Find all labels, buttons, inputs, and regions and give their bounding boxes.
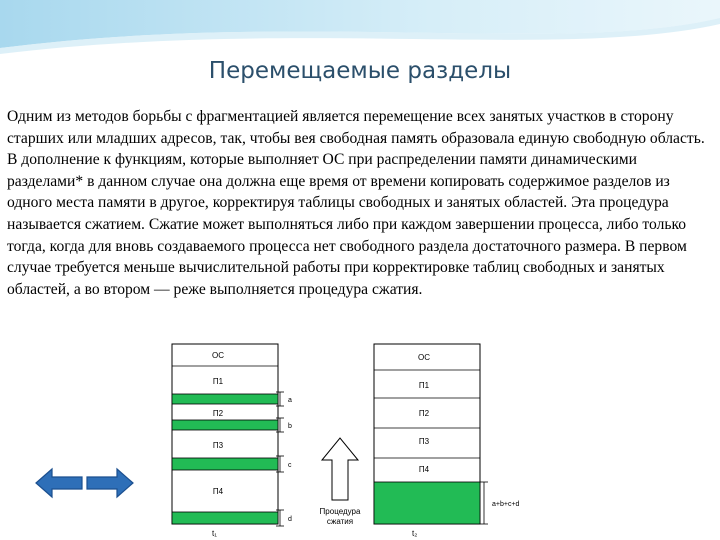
left-block-os: ОС xyxy=(212,351,224,360)
right-block-p4: П4 xyxy=(418,465,430,474)
free-label-a: a xyxy=(288,397,292,404)
left-block-p3: П3 xyxy=(212,441,224,450)
right-block-p3: П3 xyxy=(418,437,430,446)
arrow-left-icon[interactable] xyxy=(34,466,84,500)
free-label-b: b xyxy=(288,423,292,430)
right-time-label: t₂ xyxy=(412,529,418,538)
compaction-arrow xyxy=(320,438,361,526)
free-block-c xyxy=(172,458,278,470)
left-block-p1: П1 xyxy=(212,377,224,386)
right-block-os: ОС xyxy=(418,353,430,362)
arrow-right-icon[interactable] xyxy=(85,466,135,500)
combined-free-label: a+b+c+d xyxy=(492,501,520,508)
free-label-c: c xyxy=(288,462,292,469)
free-block-a xyxy=(172,394,278,404)
left-block-p2: П2 xyxy=(212,409,224,418)
slide-body-text: Одним из методов борьбы с фрагментацией является перемещение всех занятых участков в сторону старших или младших адресов, так, чтобы вея свободная память образовала единую свободную область. В дополнение к функциям, которые выполняет ОС при распределении памяти динамическими разделами* в данном случае она должна еще время от времени копировать содержимое разделов из одного места памяти в другое, корректируя таблицы свободных и занятых областей. Эта процедура называется сжатием. Сжатие может выполняться либо при каждом завершении процесса, либо только тогда, когда для вновь создаваемого процесса нет свободного раздела достаточного размера. В первом случае требуется меньше вычислительной работы при корректировке таблиц свободных и занятых областей, а во втором — реже выполняется процедура сжатия. xyxy=(7,108,705,298)
compaction-label-line2: сжатия xyxy=(326,517,354,526)
right-memory-column xyxy=(374,344,520,538)
compaction-label-line1: Процедура xyxy=(319,507,361,516)
slide-title: Перемещаемые разделы xyxy=(208,58,512,84)
combined-free-block xyxy=(374,482,480,524)
left-time-label: t₁ xyxy=(212,529,217,538)
memory-compaction-diagram xyxy=(160,340,540,540)
left-block-p4: П4 xyxy=(212,487,224,496)
free-block-b xyxy=(172,420,278,430)
free-label-d: d xyxy=(288,516,292,523)
free-block-d xyxy=(172,512,278,524)
left-memory-column xyxy=(172,344,292,538)
right-block-p1: П1 xyxy=(418,381,430,390)
right-block-p2: П2 xyxy=(418,409,430,418)
